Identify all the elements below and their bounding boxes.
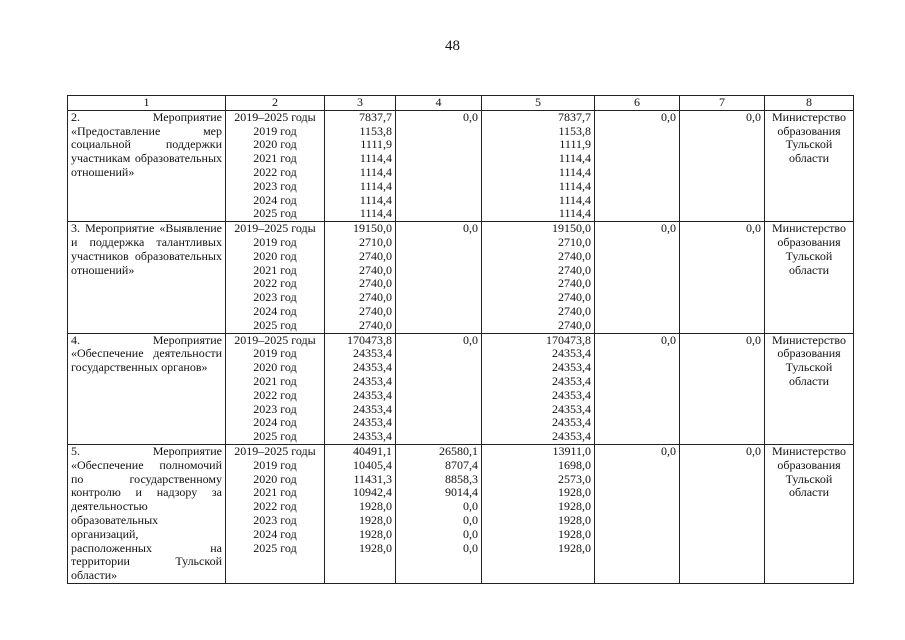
period-cell-value: 2025 год (253, 429, 297, 444)
period-cell-value: 2019 год (253, 346, 297, 361)
period-cell-value: 2021 год (253, 373, 297, 388)
col5-cell-value: 1111,9 (559, 137, 591, 152)
col4-cell-value: 9014,4 (445, 485, 478, 500)
col5-cell-value: 1928,0 (558, 540, 591, 555)
col7-cell (680, 333, 765, 444)
col3-cell-value: 1928,0 (359, 499, 392, 514)
period-cell-value: 2019 год (253, 234, 297, 249)
col4-cell-value: 0,0 (463, 499, 478, 514)
page-number: 48 (445, 38, 460, 54)
column-header: 2 (226, 96, 325, 111)
col4-cell (396, 444, 482, 583)
col3-cell-value: 24353,4 (353, 401, 392, 416)
column-header: 5 (482, 96, 595, 111)
col3-cell-value: 1111,9 (360, 137, 392, 152)
col5-cell-value: 170473,8 (546, 332, 591, 347)
col5-cell-value: 2740,0 (558, 276, 591, 291)
col6-cell-value: 0,0 (661, 332, 676, 347)
col4-cell-value: 8707,4 (445, 457, 478, 472)
col5-cell (482, 110, 595, 221)
col3-cell-value: 1114,4 (359, 178, 392, 193)
col5-cell-value: 24353,4 (552, 387, 591, 402)
col7-cell (680, 222, 765, 333)
col3-cell-value: 24353,4 (353, 346, 392, 361)
col5-cell (482, 333, 595, 444)
column-header: 1 (68, 96, 226, 111)
period-cell-value: 2019 год (253, 457, 297, 472)
activity-name: 2. Мероприятие «Предоставление мер социальной поддержки участникам образовательных отношений» (68, 110, 226, 221)
col3-cell-value: 24353,4 (353, 360, 392, 375)
col3-cell-value: 10942,4 (353, 485, 392, 500)
col6-cell-value: 0,0 (661, 443, 676, 458)
col3-cell-value: 1928,0 (359, 540, 392, 555)
col4-cell (396, 333, 482, 444)
col3-cell-value: 1114,4 (359, 164, 392, 179)
col4-cell-value: 0,0 (463, 526, 478, 541)
col4-cell-value: 0,0 (463, 109, 478, 124)
col5-cell-value: 24353,4 (552, 401, 591, 416)
col3-cell-value: 2740,0 (359, 248, 392, 263)
responsible-org: Министерство образования Тульской области (765, 444, 854, 583)
period-cell (226, 222, 325, 333)
column-header: 4 (396, 96, 482, 111)
col3-cell-value: 1928,0 (359, 526, 392, 541)
col3-cell (325, 222, 396, 333)
col5-cell-value: 1114,4 (558, 151, 591, 166)
col5-cell-value: 2740,0 (558, 262, 591, 277)
col5-cell-value: 19150,0 (552, 221, 591, 236)
period-cell-value: 2025 год (253, 206, 297, 221)
col5-cell-value: 1114,4 (558, 164, 591, 179)
period-cell-value: 2024 год (253, 526, 297, 541)
activity-name: 4. Мероприятие «Обеспечение деятельности государственных органов» (68, 333, 226, 444)
col5-cell-value: 1114,4 (558, 206, 591, 221)
period-cell-value: 2020 год (253, 137, 297, 152)
col3-cell (325, 333, 396, 444)
col3-cell-value: 2740,0 (359, 290, 392, 305)
activity-name: 5. Мероприятие «Обеспечение полномочий по государственному контролю и надзору за деятельностью образовательных организаций, расположенных на территории Тульской области» (68, 444, 226, 583)
period-cell-value: 2021 год (253, 485, 297, 500)
period-cell (226, 110, 325, 221)
col5-cell-value: 24353,4 (552, 346, 591, 361)
col3-cell-value: 7837,7 (359, 109, 392, 124)
period-cell-value: 2022 год (253, 387, 297, 402)
col5-cell-value: 1928,0 (558, 512, 591, 527)
period-cell-value: 2021 год (253, 262, 297, 277)
col5-cell-value: 2573,0 (558, 471, 591, 486)
col5-cell-value: 7837,7 (558, 109, 591, 124)
col3-cell (325, 444, 396, 583)
col5-cell-value: 1114,4 (558, 192, 591, 207)
table-row (68, 333, 854, 444)
col5-cell-value: 2740,0 (558, 303, 591, 318)
col4-cell-value: 0,0 (463, 221, 478, 236)
col3-cell-value: 170473,8 (347, 332, 392, 347)
header-row (68, 96, 854, 111)
column-header: 8 (765, 96, 854, 111)
table-row (68, 444, 854, 583)
table-row (68, 110, 854, 221)
col3-cell-value: 1114,4 (359, 192, 392, 207)
col3-cell-value: 1114,4 (359, 151, 392, 166)
col3-cell-value: 40491,1 (353, 443, 392, 458)
col5-cell-value: 24353,4 (552, 415, 591, 430)
col4-cell (396, 222, 482, 333)
responsible-org: Министерство образования Тульской области (765, 222, 854, 333)
col5-cell-value: 2740,0 (558, 248, 591, 263)
period-cell-value: 2020 год (253, 471, 297, 486)
period-cell-value: 2022 год (253, 499, 297, 514)
col5-cell-value: 1928,0 (558, 485, 591, 500)
col5-cell-value: 24353,4 (552, 373, 591, 388)
col3-cell-value: 19150,0 (353, 221, 392, 236)
col3-cell-value: 2740,0 (359, 317, 392, 332)
col3-cell-value: 11431,3 (353, 471, 392, 486)
col5-cell-value: 1928,0 (558, 499, 591, 514)
period-cell (226, 444, 325, 583)
period-cell-value: 2019–2025 годы (234, 332, 316, 347)
col6-cell (595, 444, 680, 583)
col7-cell-value: 0,0 (746, 443, 761, 458)
col3-cell-value: 24353,4 (353, 415, 392, 430)
col6-cell (595, 222, 680, 333)
period-cell-value: 2025 год (253, 540, 297, 555)
table-body (68, 110, 854, 583)
column-header: 6 (595, 96, 680, 111)
col3-cell-value: 2710,0 (359, 234, 392, 249)
col5-cell-value: 24353,4 (552, 429, 591, 444)
period-cell-value: 2019–2025 годы (234, 109, 316, 124)
col5-cell-value: 24353,4 (552, 360, 591, 375)
col3-cell-value: 24353,4 (353, 429, 392, 444)
period-cell-value: 2023 год (253, 178, 297, 193)
col4-cell-value: 8858,3 (445, 471, 478, 486)
period-cell-value: 2023 год (253, 290, 297, 305)
period-cell-value: 2021 год (253, 151, 297, 166)
col5-cell-value: 1928,0 (558, 526, 591, 541)
col6-cell-value: 0,0 (661, 221, 676, 236)
col5-cell-value: 2740,0 (558, 317, 591, 332)
period-cell-value: 2023 год (253, 512, 297, 527)
period-cell (226, 333, 325, 444)
col5-cell (482, 444, 595, 583)
col5-cell-value: 13911,0 (552, 443, 591, 458)
col5-cell-value: 1114,4 (558, 178, 591, 193)
col6-cell (595, 333, 680, 444)
col4-cell-value: 26580,1 (439, 443, 478, 458)
col4-cell-value: 0,0 (463, 332, 478, 347)
col3-cell-value: 24353,4 (353, 373, 392, 388)
col4-cell-value: 0,0 (463, 512, 478, 527)
col7-cell-value: 0,0 (746, 221, 761, 236)
activity-name: 3. Мероприятие «Выявление и поддержка талантливых участников образовательных отношений» (68, 222, 226, 333)
period-cell-value: 2019 год (253, 123, 297, 138)
period-cell-value: 2019–2025 годы (234, 443, 316, 458)
period-cell-value: 2023 год (253, 401, 297, 416)
col3-cell-value: 24353,4 (353, 387, 392, 402)
col5-cell-value: 2740,0 (558, 290, 591, 305)
period-cell-value: 2020 год (253, 360, 297, 375)
funding-table (67, 95, 854, 584)
period-cell-value: 2022 год (253, 276, 297, 291)
period-cell-value: 2025 год (253, 317, 297, 332)
col7-cell-value: 0,0 (746, 109, 761, 124)
col5-cell (482, 222, 595, 333)
col3-cell-value: 2740,0 (359, 276, 392, 291)
col6-cell-value: 0,0 (661, 109, 676, 124)
col3-cell (325, 110, 396, 221)
column-header: 7 (680, 96, 765, 111)
col3-cell-value: 1114,4 (359, 206, 392, 221)
col3-cell-value: 1928,0 (359, 512, 392, 527)
col7-cell (680, 110, 765, 221)
responsible-org: Министерство образования Тульской области (765, 333, 854, 444)
col5-cell-value: 1698,0 (558, 457, 591, 472)
period-cell-value: 2024 год (253, 192, 297, 207)
col6-cell (595, 110, 680, 221)
col3-cell-value: 10405,4 (353, 457, 392, 472)
col3-cell-value: 1153,8 (359, 123, 392, 138)
responsible-org: Министерство образования Тульской области (765, 110, 854, 221)
col3-cell-value: 2740,0 (359, 303, 392, 318)
period-cell-value: 2020 год (253, 248, 297, 263)
table-row (68, 222, 854, 333)
col5-cell-value: 1153,8 (558, 123, 591, 138)
col7-cell-value: 0,0 (746, 332, 761, 347)
period-cell-value: 2024 год (253, 415, 297, 430)
column-header: 3 (325, 96, 396, 111)
col4-cell-value: 0,0 (463, 540, 478, 555)
period-cell-value: 2019–2025 годы (234, 221, 316, 236)
period-cell-value: 2022 год (253, 164, 297, 179)
period-cell-value: 2024 год (253, 303, 297, 318)
col7-cell (680, 444, 765, 583)
col3-cell-value: 2740,0 (359, 262, 392, 277)
col5-cell-value: 2710,0 (558, 234, 591, 249)
col4-cell (396, 110, 482, 221)
